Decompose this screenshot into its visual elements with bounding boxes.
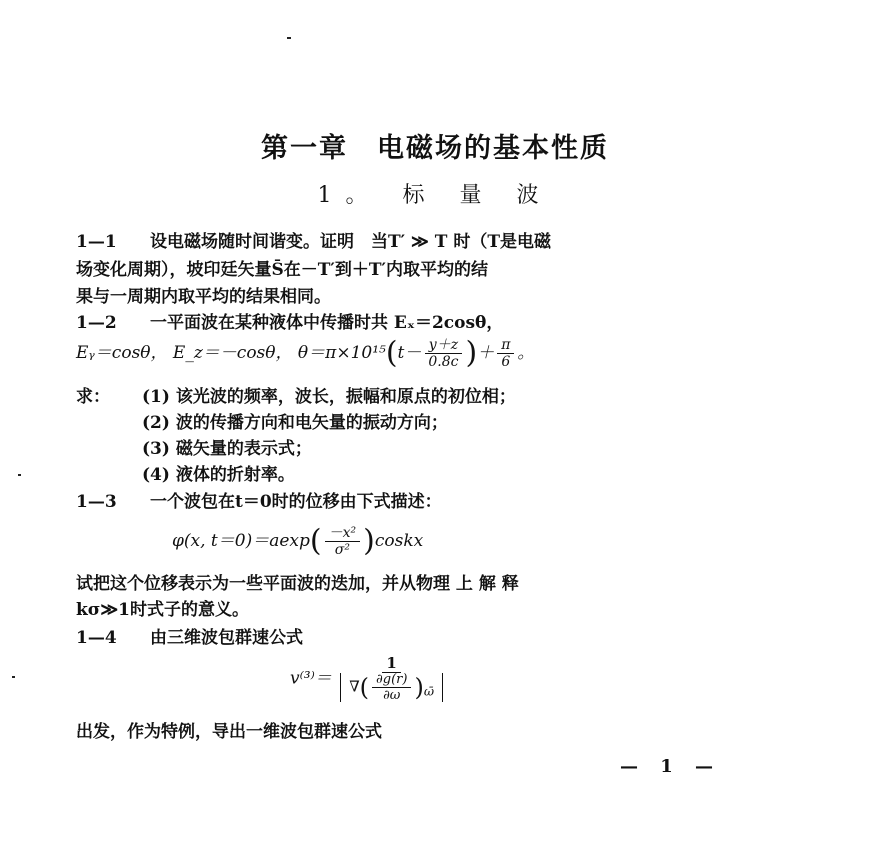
section-title: 1。 标 量 波 (317, 183, 553, 208)
problem-1-4-line-2: 出发，作为特例，导出一维波包群速公式 (76, 722, 382, 742)
equation-part: Eᵧ＝cosθ， E_z＝－cosθ， θ＝π×10¹⁵ (76, 343, 386, 363)
problem-1-2-line-1 (76, 315, 766, 332)
denominator: 0.8c (428, 354, 459, 370)
denominator: ∂ω (383, 688, 401, 703)
scan-speck (12, 676, 15, 678)
problem-text: 一个波包在t＝0时的位移由下式描述： (150, 492, 442, 512)
problem-1-3-line-1 (76, 494, 766, 511)
left-paren: ( (309, 523, 322, 559)
problem-1-2-ask-3 (76, 441, 766, 458)
problem-number: 1—3 (76, 492, 117, 512)
equation-part: t－ (397, 343, 422, 363)
problem-1-1-line-2: 场变化周期），坡印廷矢量S̄在－T′到＋T′内取平均的结 (76, 260, 489, 280)
problem-text: 由三维波包群速公式 (150, 628, 303, 648)
ask-item: (3) 磁矢量的表示式； (142, 439, 312, 459)
fraction (325, 526, 361, 557)
scan-speck (287, 37, 291, 39)
equation-part: φ(x, t＝0)＝aexp (172, 531, 310, 551)
right-paren: ) (363, 523, 375, 559)
problem-number: 1—2 (76, 313, 117, 333)
fraction (424, 338, 462, 369)
problem-1-3-line-3: kσ≫1时式子的意义。 (76, 600, 249, 620)
problem-1-3-equation (172, 523, 424, 559)
problem-text: 一平面波在某种液体中传播时共 Eₓ＝2cosθ， (150, 313, 504, 333)
problem-1-1-line-3: 果与一周期内取平均的结果相同。 (76, 287, 331, 307)
problem-1-1-line-1 (76, 234, 766, 251)
left-paren: ( (359, 673, 370, 702)
problem-number: 1—1 (76, 232, 117, 252)
fraction (497, 338, 514, 369)
ask-item: (1) 该光波的频率，波长，振幅和原点的初位相； (142, 387, 516, 407)
subscript: ω̄ (423, 683, 435, 699)
equation-part: coskx (374, 531, 424, 551)
left-paren: ( (385, 335, 398, 371)
fraction (340, 656, 443, 702)
problem-1-3-line-2: 试把这个位移表示为一些平面波的迭加，并从物理 上 解 释 (76, 574, 519, 594)
denominator: σ² (334, 542, 350, 558)
problem-1-2-ask-4 (76, 467, 766, 484)
numerator: π (497, 338, 514, 354)
denominator: 6 (501, 354, 511, 370)
right-paren: ) (414, 673, 424, 702)
right-paren: ) (465, 335, 478, 371)
problem-1-2-ask-2 (76, 415, 766, 432)
equation-part: 。 (517, 343, 535, 363)
numerator: －x² (325, 526, 361, 542)
problem-number: 1—4 (76, 628, 117, 648)
numerator: y＋z (425, 338, 462, 354)
ask-label: 求： (76, 387, 110, 407)
problem-text: 设电磁场随时间谐变。证明 当T′ ≫ T 时（T是电磁 (150, 232, 551, 252)
ask-item: (2) 波的传播方向和电矢量的振动方向； (142, 413, 448, 433)
numerator: 1 (382, 656, 400, 673)
problem-1-2-ask-1 (76, 389, 766, 406)
ask-item: (4) 液体的折射率。 (142, 465, 295, 485)
problem-1-4-equation (290, 656, 446, 702)
page-number: — 1 — (620, 756, 722, 777)
problem-1-4-line-1 (76, 630, 766, 647)
equation-part: ＋ (477, 343, 495, 363)
numerator: ∂g(r) (372, 673, 411, 688)
equation-part: v⁽³⁾＝ (290, 668, 332, 689)
inner-fraction (372, 673, 411, 702)
chapter-title: 第一章 电磁场的基本性质 (261, 133, 609, 164)
denominator (340, 673, 443, 702)
nabla-symbol: ∇ (349, 677, 360, 696)
scan-speck (18, 474, 21, 476)
problem-1-2-equation (76, 335, 535, 371)
